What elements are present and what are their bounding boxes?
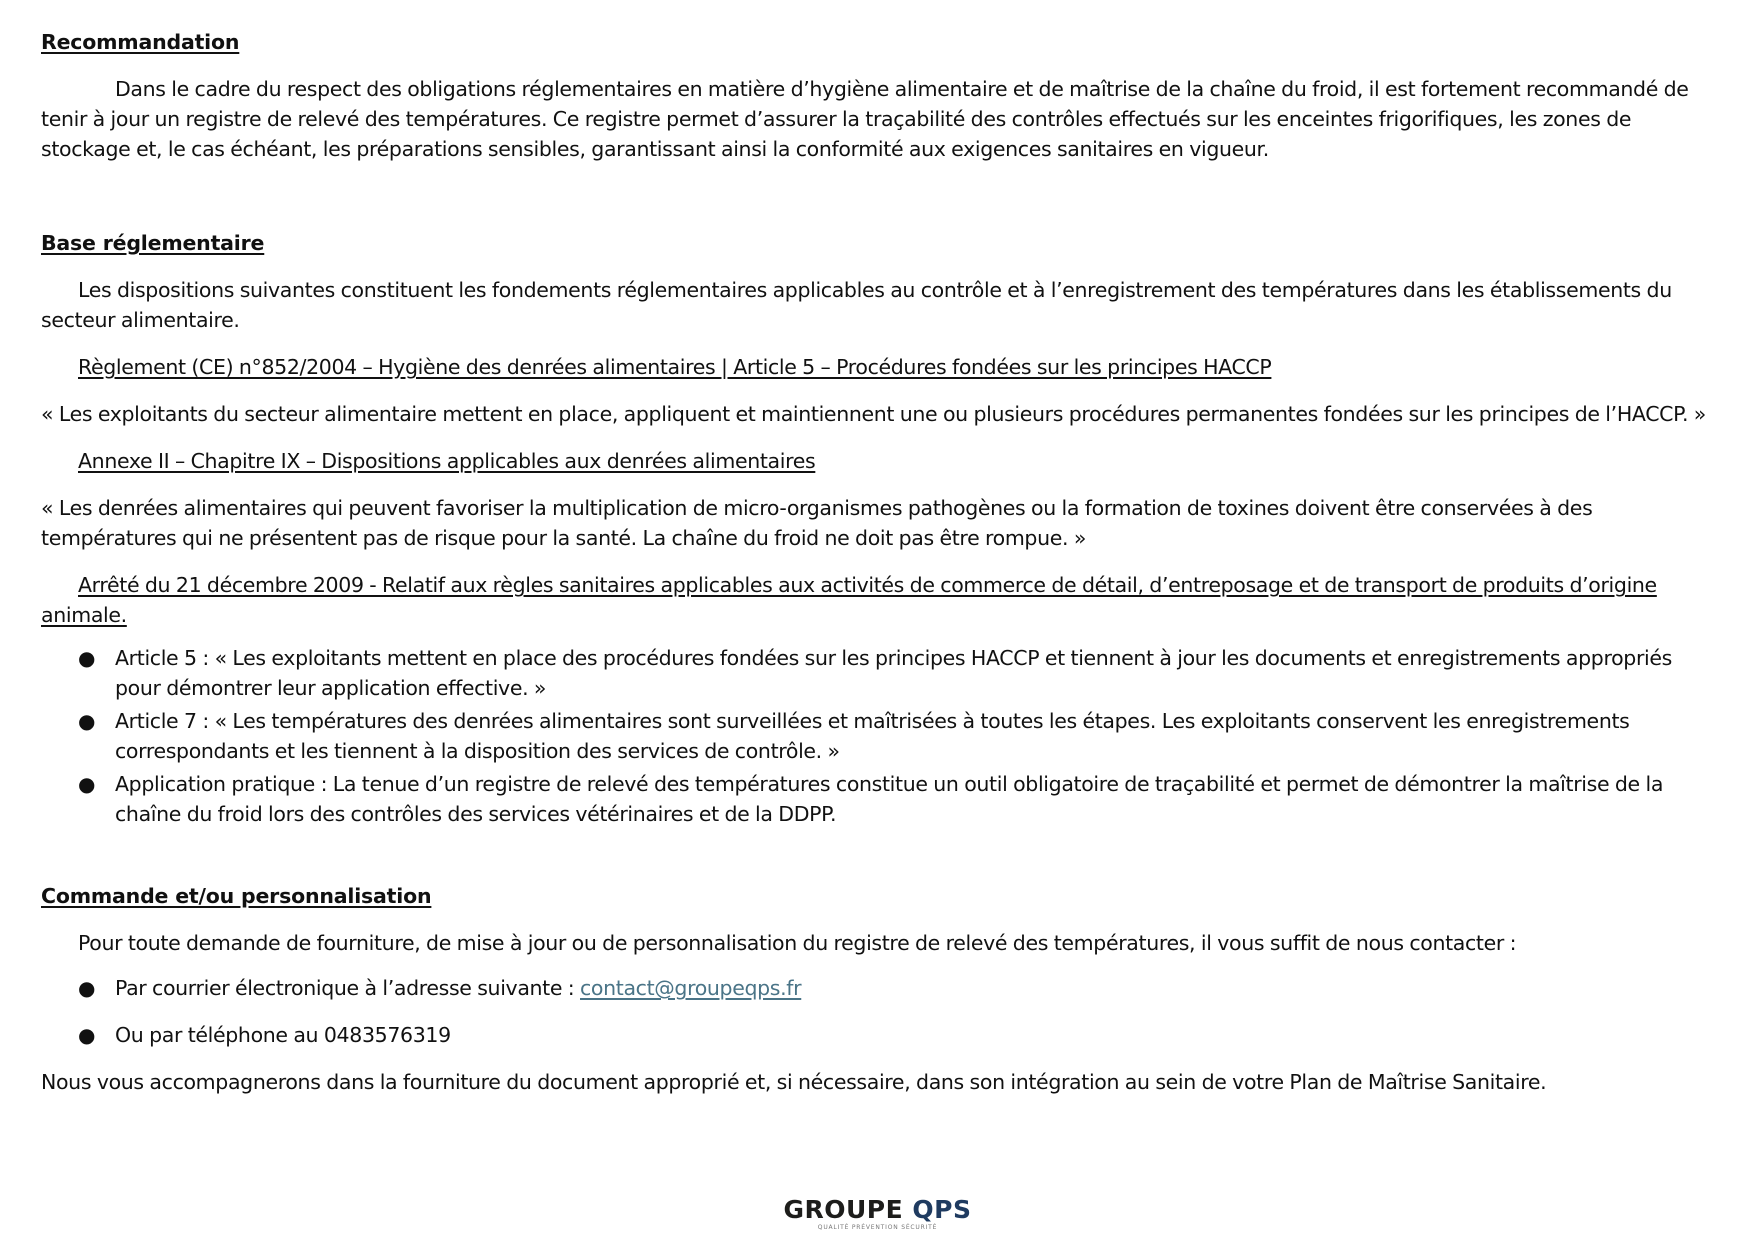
list-item bbox=[41, 973, 1721, 1003]
logo-tagline: QUALITÉ PRÉVENTION SÉCURITÉ bbox=[817, 1224, 938, 1231]
regulatory-section bbox=[41, 228, 1721, 829]
section-spacer bbox=[41, 181, 1721, 228]
order-intro: Pour toute demande de fourniture, de mise à jour ou de personnalisation du registre de relevé des températures, il vous suffit de nous contacter : bbox=[78, 931, 1517, 955]
closing-paragraph: Nous vous accompagnerons dans la fourniture du document approprié et, si nécessaire, dans son intégration au sein de votre Plan de Maîtrise Sanitaire. bbox=[41, 1070, 1547, 1094]
recommendation-heading: Recommandation bbox=[41, 30, 240, 54]
phone-text: Ou par téléphone au 0483576319 bbox=[115, 1023, 451, 1047]
logo-wordmark bbox=[0, 1196, 1755, 1224]
recommendation-section bbox=[41, 27, 1721, 164]
contact-list bbox=[41, 973, 1721, 1050]
regulation-reference-arrete-text: Arrêté du 21 décembre 2009 - Relatif aux règles sanitaires applicables aux activités de commerce de détail, d’entreposage et de transport de produits d’origine animale. bbox=[41, 573, 1657, 627]
bullet-text-application: Application pratique : La tenue d’un registre de relevé des températures constitue un outil obligatoire de traçabilité et permet de démontrer la maîtrise de la chaîne du froid lors des contrôles des services vétérinaires et de la DDPP. bbox=[115, 772, 1664, 826]
order-heading: Commande et/ou personnalisation bbox=[41, 884, 432, 908]
recommendation-paragraph: Dans le cadre du respect des obligations réglementaires en matière d’hygiène alimentaire et de maîtrise de la chaîne du froid, il est fortement recommandé de tenir à jour un registre de relevé des températures. Ce registre permet d’assurer la traçabilité des contrôles effectués sur les enceintes frigorifiques, les zones de stockage et, le cas échéant, les préparations sensibles, garantissant ainsi la conformité aux exigences sanitaires en vigueur. bbox=[41, 77, 1689, 161]
bullet-icon: ● bbox=[78, 709, 96, 733]
list-item bbox=[41, 706, 1721, 766]
section-spacer bbox=[41, 841, 1721, 881]
order-section bbox=[41, 881, 1721, 1097]
regulation-reference-arrete bbox=[41, 570, 1721, 630]
regulation-reference-annex2-text: Annexe II – Chapitre IX – Dispositions applicables aux denrées alimentaires bbox=[78, 449, 816, 473]
logo-word-qps: QPS bbox=[912, 1195, 972, 1224]
bullet-icon: ● bbox=[78, 976, 96, 1000]
regulation-bullet-list bbox=[41, 643, 1721, 829]
document-page bbox=[41, 27, 1721, 1114]
bullet-icon: ● bbox=[78, 772, 96, 796]
regulation-quote-article5: « Les exploitants du secteur alimentaire mettent en place, appliquent et maintiennent une ou plusieurs procédures permanentes fondées sur les principes de l’HACCP. » bbox=[41, 402, 1706, 426]
regulation-reference-852-text: Règlement (CE) n°852/2004 – Hygiène des denrées alimentaires | Article 5 – Procédures fondées sur les principes HACCP bbox=[78, 355, 1272, 379]
bullet-icon: ● bbox=[78, 646, 96, 670]
regulation-reference-annex2 bbox=[41, 446, 1721, 476]
bullet-text-article7: Article 7 : « Les températures des denrées alimentaires sont surveillées et maîtrisées à toutes les étapes. Les exploitants conservent les enregistrements correspondants et les tiennent à la disposition des services de contrôle. » bbox=[115, 709, 1630, 763]
list-item bbox=[41, 769, 1721, 829]
list-item bbox=[41, 643, 1721, 703]
bullet-text-article5: Article 5 : « Les exploitants mettent en place des procédures fondées sur les principes HACCP et tiennent à jour les documents et enregistrements appropriés pour démontrer leur application effective. » bbox=[115, 646, 1672, 700]
list-item bbox=[41, 1020, 1721, 1050]
regulatory-intro: Les dispositions suivantes constituent les fondements réglementaires applicables au contrôle et à l’enregistrement des températures dans les établissements du secteur alimentaire. bbox=[41, 278, 1672, 332]
email-link[interactable]: contact@groupeqps.fr bbox=[580, 976, 802, 1000]
regulation-quote-annex2: « Les denrées alimentaires qui peuvent favoriser la multiplication de micro-organismes pathogènes ou la formation de toxines doivent être conservées à des températures qui ne présentent pas de risque pour la santé. La chaîne du froid ne doit pas être rompue. » bbox=[41, 496, 1593, 550]
regulatory-heading: Base réglementaire bbox=[41, 231, 265, 255]
regulation-reference-852 bbox=[41, 352, 1721, 382]
logo-word-groupe: GROUPE bbox=[783, 1195, 913, 1224]
email-label: Par courrier électronique à l’adresse suivante : bbox=[115, 976, 581, 1000]
groupe-qps-logo bbox=[0, 1196, 1755, 1232]
bullet-icon: ● bbox=[78, 1023, 96, 1047]
